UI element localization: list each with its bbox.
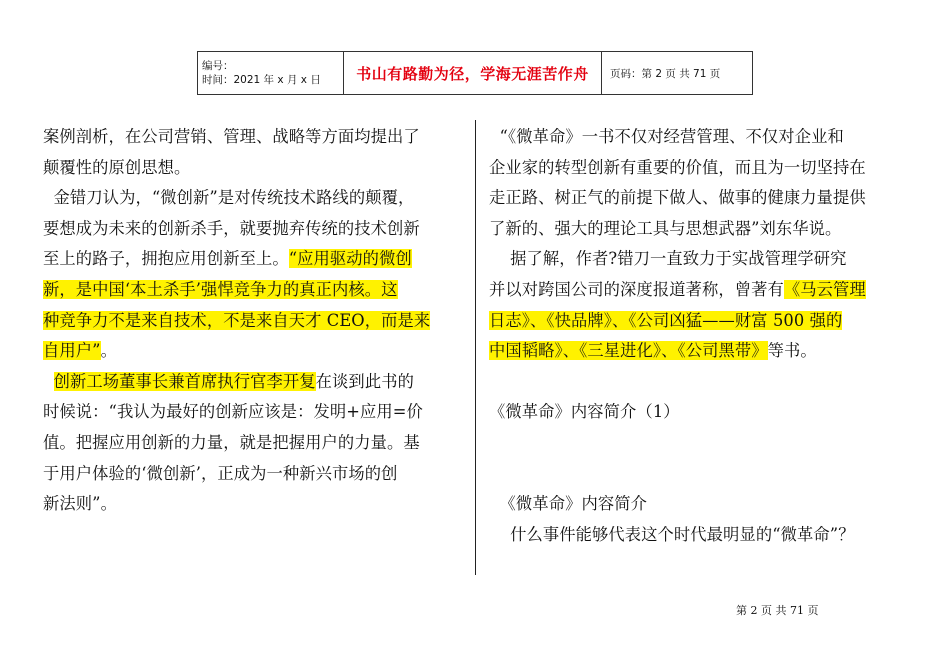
text-segment: 《微革命》内容简介（1）: [489, 402, 680, 422]
text-line: [489, 153, 919, 184]
section-heading: [489, 397, 919, 428]
text-line: [489, 183, 919, 214]
text-line: [43, 428, 468, 459]
text-segment: 《微革命》内容简介: [489, 494, 647, 514]
text-line: [489, 306, 919, 337]
text-segment: 时候说：“我认为最好的创新应该是：发明+应用=价: [43, 402, 423, 422]
text-segment: 等书。: [767, 341, 817, 361]
text-line: [43, 489, 468, 520]
page-footer: 第 2 页 共 71 页: [736, 604, 819, 617]
header-motto: 书山有路勤为径，学海无涯苦作舟: [356, 64, 589, 83]
header-page-cell: [602, 52, 752, 94]
highlighted-quote: “应用驱动的微创: [288, 249, 412, 269]
highlighted-book-list: 《马云管理: [783, 279, 866, 299]
text-line: [489, 214, 919, 245]
text-segment: 在谈到此书的: [315, 371, 414, 391]
text-segment: 金错刀认为，“微创新”是对传统技术路线的颠覆，: [43, 188, 415, 208]
right-column: [489, 122, 919, 550]
text-segment: 什么事件能够代表这个时代最明显的“微革命”？: [489, 524, 855, 544]
text-line: [489, 428, 919, 459]
highlighted-quote: 自用户”: [43, 341, 101, 361]
left-column: [43, 122, 468, 520]
section-heading: [489, 489, 919, 520]
column-divider: [475, 120, 476, 575]
text-segment: “《微革命》一书不仅对经营管理、不仅对企业和: [489, 127, 844, 146]
highlighted-book-list: 中国韬略》、《三星进化》、《公司黑带》: [489, 341, 768, 361]
text-segment: 。: [100, 341, 117, 361]
text-line: [489, 275, 919, 306]
text-segment: 要想成为未来的创新杀手，就要抛弃传统的技术创新: [43, 218, 420, 238]
text-line: [489, 367, 919, 398]
text-segment: 于用户体验的‘微创新’，正成为一种新兴市场的创: [43, 463, 398, 483]
header-table: [197, 51, 753, 95]
text-line: [43, 122, 468, 153]
text-line: [43, 367, 468, 398]
header-motto-cell: [344, 52, 602, 94]
header-page-code: 页码：第 2 页 共 71 页: [610, 67, 721, 80]
text-line: [489, 336, 919, 367]
text-line: [489, 122, 919, 153]
text-segment: 值。把握应用创新的力量，就是把握用户的力量。基: [43, 432, 420, 452]
text-segment: 并以对跨国公司的深度报道著称，曾著有: [489, 279, 784, 299]
header-number-label: 编号：: [202, 60, 234, 72]
highlighted-name: 创新工场董事长兼首席执行官李开复: [53, 371, 316, 391]
text-line: [43, 214, 468, 245]
header-info-cell: [198, 52, 344, 94]
header-date: 时间：2021 年 x 月 x 日: [202, 74, 321, 86]
text-line: [43, 397, 468, 428]
text-segment: 颠覆性的原创思想。: [43, 157, 191, 177]
highlighted-quote: 种竞争力不是来自技术，不是来自天才 CEO，而是来: [43, 310, 431, 330]
text-line: [489, 244, 919, 275]
text-segment: [43, 372, 54, 391]
text-line: [43, 153, 468, 184]
text-line: [489, 520, 919, 551]
text-line: [43, 275, 468, 306]
text-segment: 走正路、树正气的前提下做人、做事的健康力量提供: [489, 188, 866, 208]
text-line: [489, 459, 919, 490]
text-segment: 案例剖析，在公司营销、管理、战略等方面均提出了: [43, 127, 420, 146]
highlighted-quote: 新，是中国‘本土杀手’强悍竞争力的真正内核。这: [43, 279, 398, 299]
text-line: [43, 459, 468, 490]
text-line: [43, 244, 468, 275]
text-segment: 据了解，作者?错刀一直致力于实战管理学研究: [489, 249, 847, 269]
text-segment: 了新的、强大的理论工具与思想武器”刘东华说。: [489, 218, 842, 238]
text-line: [43, 336, 468, 367]
text-segment: 企业家的转型创新有重要的价值，而且为一切坚持在: [489, 157, 866, 177]
text-line: [43, 306, 468, 337]
text-segment: 新法则”。: [43, 494, 117, 514]
text-segment: 至上的路子，拥抱应用创新至上。: [43, 249, 289, 269]
text-line: [43, 183, 468, 214]
highlighted-book-list: 日志》、《快品牌》、《公司凶猛——财富 500 强的: [489, 310, 843, 330]
